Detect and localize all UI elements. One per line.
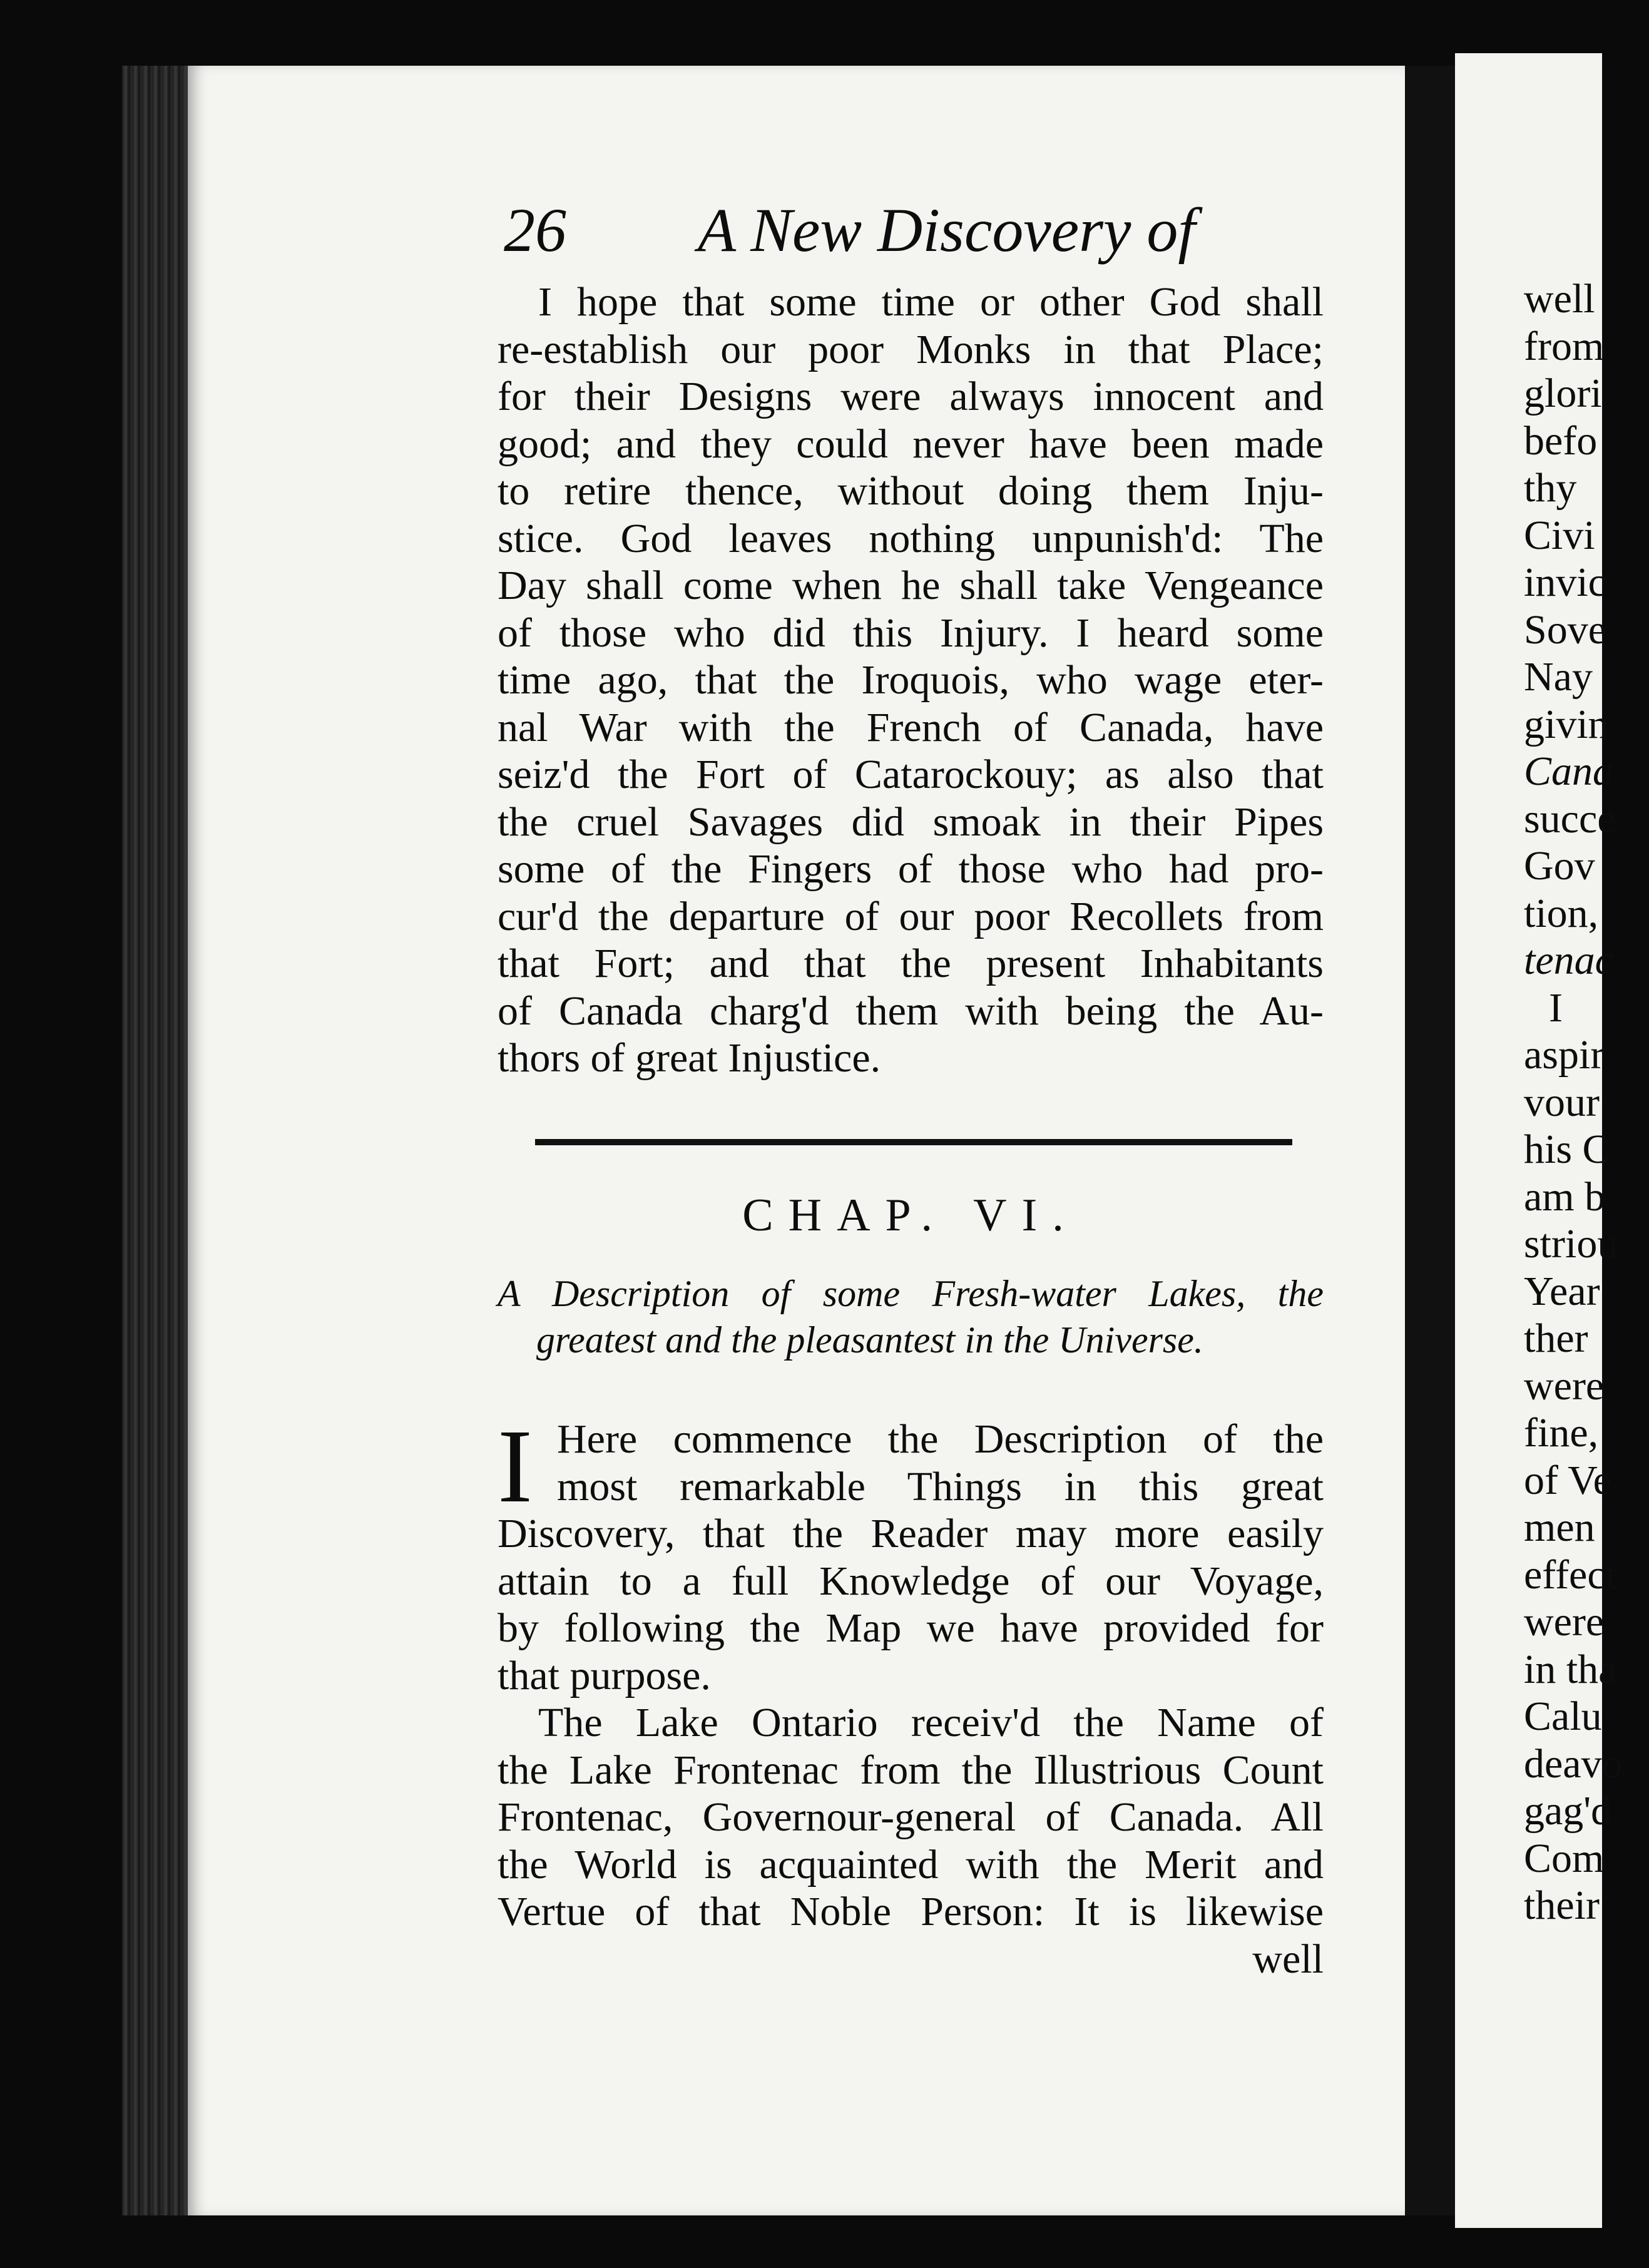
text-line: Here commence the Description of the bbox=[557, 1416, 1324, 1462]
facing-line: well bbox=[1524, 276, 1595, 322]
text-line: Vertue of that Noble Person: It is likewise bbox=[498, 1889, 1324, 1934]
facing-line: vour bbox=[1524, 1079, 1600, 1125]
text-line: seiz'd the Fort of Catarockouy; as also that bbox=[498, 752, 1324, 797]
catchword: well bbox=[1252, 1936, 1324, 1982]
text-line: of those who did this Injury. I heard some bbox=[498, 610, 1324, 656]
facing-line: Sove bbox=[1524, 606, 1606, 653]
text-line: most remarkable Things in this great bbox=[557, 1463, 1324, 1509]
facing-line: invic bbox=[1524, 559, 1606, 605]
facing-line: Civi bbox=[1524, 512, 1595, 558]
text-line: Frontenac, Governour-general of Canada. All bbox=[498, 1794, 1324, 1840]
facing-line: Gov bbox=[1524, 843, 1595, 889]
facing-line: tenac bbox=[1524, 937, 1613, 983]
text-line: re-establish our poor Monks in that Place; bbox=[498, 326, 1324, 372]
running-title: A New Discovery of bbox=[698, 195, 1196, 265]
facing-line: deavo bbox=[1524, 1740, 1623, 1787]
facing-line: were bbox=[1524, 1599, 1605, 1645]
facing-line: their bbox=[1524, 1882, 1600, 1928]
subtitle-line: A Description of some Fresh-water Lakes, the bbox=[498, 1273, 1324, 1314]
text-line: I hope that some time or other God shall bbox=[538, 279, 1324, 325]
paragraph-3 bbox=[498, 1699, 1324, 1983]
facing-line: from bbox=[1524, 323, 1605, 369]
facing-line: Cana bbox=[1524, 748, 1614, 794]
facing-line: am b bbox=[1524, 1173, 1606, 1220]
text-line: time ago, that the Iroquois, who wage eter- bbox=[498, 657, 1324, 703]
book-binding bbox=[122, 66, 194, 2215]
facing-line: aspir bbox=[1524, 1032, 1605, 1078]
text-line: stice. God leaves nothing unpunish'd: The bbox=[498, 515, 1324, 561]
drop-cap: I bbox=[498, 1408, 533, 1525]
facing-line: striou bbox=[1524, 1221, 1618, 1267]
facing-line: I bbox=[1549, 984, 1563, 1031]
facing-line: effect bbox=[1524, 1551, 1617, 1598]
text-line: that Fort; and that the present Inhabitants bbox=[498, 941, 1324, 986]
chapter-title: CHAP. VI. bbox=[742, 1190, 1079, 1241]
text-line: good; and they could never have been made bbox=[498, 421, 1324, 467]
facing-line: befo bbox=[1524, 417, 1598, 464]
facing-line: givin bbox=[1524, 701, 1609, 747]
facing-line: were bbox=[1524, 1362, 1605, 1409]
chapter-rule bbox=[535, 1139, 1292, 1145]
page-header bbox=[504, 188, 1336, 269]
facing-line: tion, bbox=[1524, 890, 1599, 936]
facing-line: Calu bbox=[1524, 1693, 1602, 1739]
facing-page-text bbox=[1524, 275, 1649, 1929]
text-line: attain to a full Knowledge of our Voyage, bbox=[498, 1558, 1324, 1604]
facing-line: succe bbox=[1524, 795, 1616, 842]
text-line: to retire thence, without doing them Inju- bbox=[498, 468, 1324, 514]
facing-line: Nay bbox=[1524, 654, 1593, 700]
page-gutter bbox=[1405, 66, 1455, 2215]
text-line: the cruel Savages did smoak in their Pipes bbox=[498, 799, 1324, 845]
text-line: by following the Map we have provided for bbox=[498, 1605, 1324, 1651]
facing-line: men bbox=[1524, 1504, 1595, 1550]
text-line: cur'd the departure of our poor Recollets from bbox=[498, 893, 1324, 939]
paragraph-1 bbox=[498, 278, 1324, 1082]
text-line: of Canada charg'd them with being the Au- bbox=[498, 988, 1324, 1034]
text-line: Day shall come when he shall take Vengeance bbox=[498, 563, 1324, 608]
facing-line: Year bbox=[1524, 1268, 1600, 1314]
facing-line: his C bbox=[1524, 1126, 1610, 1172]
paragraph-2 bbox=[498, 1408, 1324, 1699]
chapter-subtitle bbox=[498, 1270, 1324, 1363]
text-line: the Lake Frontenac from the Illustrious Count bbox=[498, 1747, 1324, 1793]
facing-line: gag'd bbox=[1524, 1788, 1612, 1834]
facing-line: fine, bbox=[1524, 1410, 1599, 1456]
facing-line: in tha bbox=[1524, 1646, 1617, 1692]
text-line: for their Designs were always innocent and bbox=[498, 374, 1324, 419]
text-line: the World is acquainted with the Merit and bbox=[498, 1841, 1324, 1887]
text-line: thors of great Injustice. bbox=[498, 1035, 881, 1081]
facing-line: thy bbox=[1524, 465, 1577, 511]
facing-line: Com bbox=[1524, 1835, 1605, 1881]
facing-line: ther bbox=[1524, 1315, 1588, 1361]
text-line: some of the Fingers of those who had pro- bbox=[498, 846, 1324, 892]
facing-line: glori bbox=[1524, 370, 1602, 416]
text-line: The Lake Ontario receiv'd the Name of bbox=[538, 1700, 1324, 1745]
facing-line: of Ve bbox=[1524, 1457, 1611, 1503]
text-line: nal War with the French of Canada, have bbox=[498, 704, 1324, 750]
text-line: Discovery, that the Reader may more easily bbox=[498, 1511, 1324, 1556]
page-number: 26 bbox=[504, 195, 566, 265]
subtitle-line: greatest and the pleasantest in the Universe. bbox=[536, 1319, 1203, 1361]
text-line: that purpose. bbox=[498, 1652, 711, 1698]
